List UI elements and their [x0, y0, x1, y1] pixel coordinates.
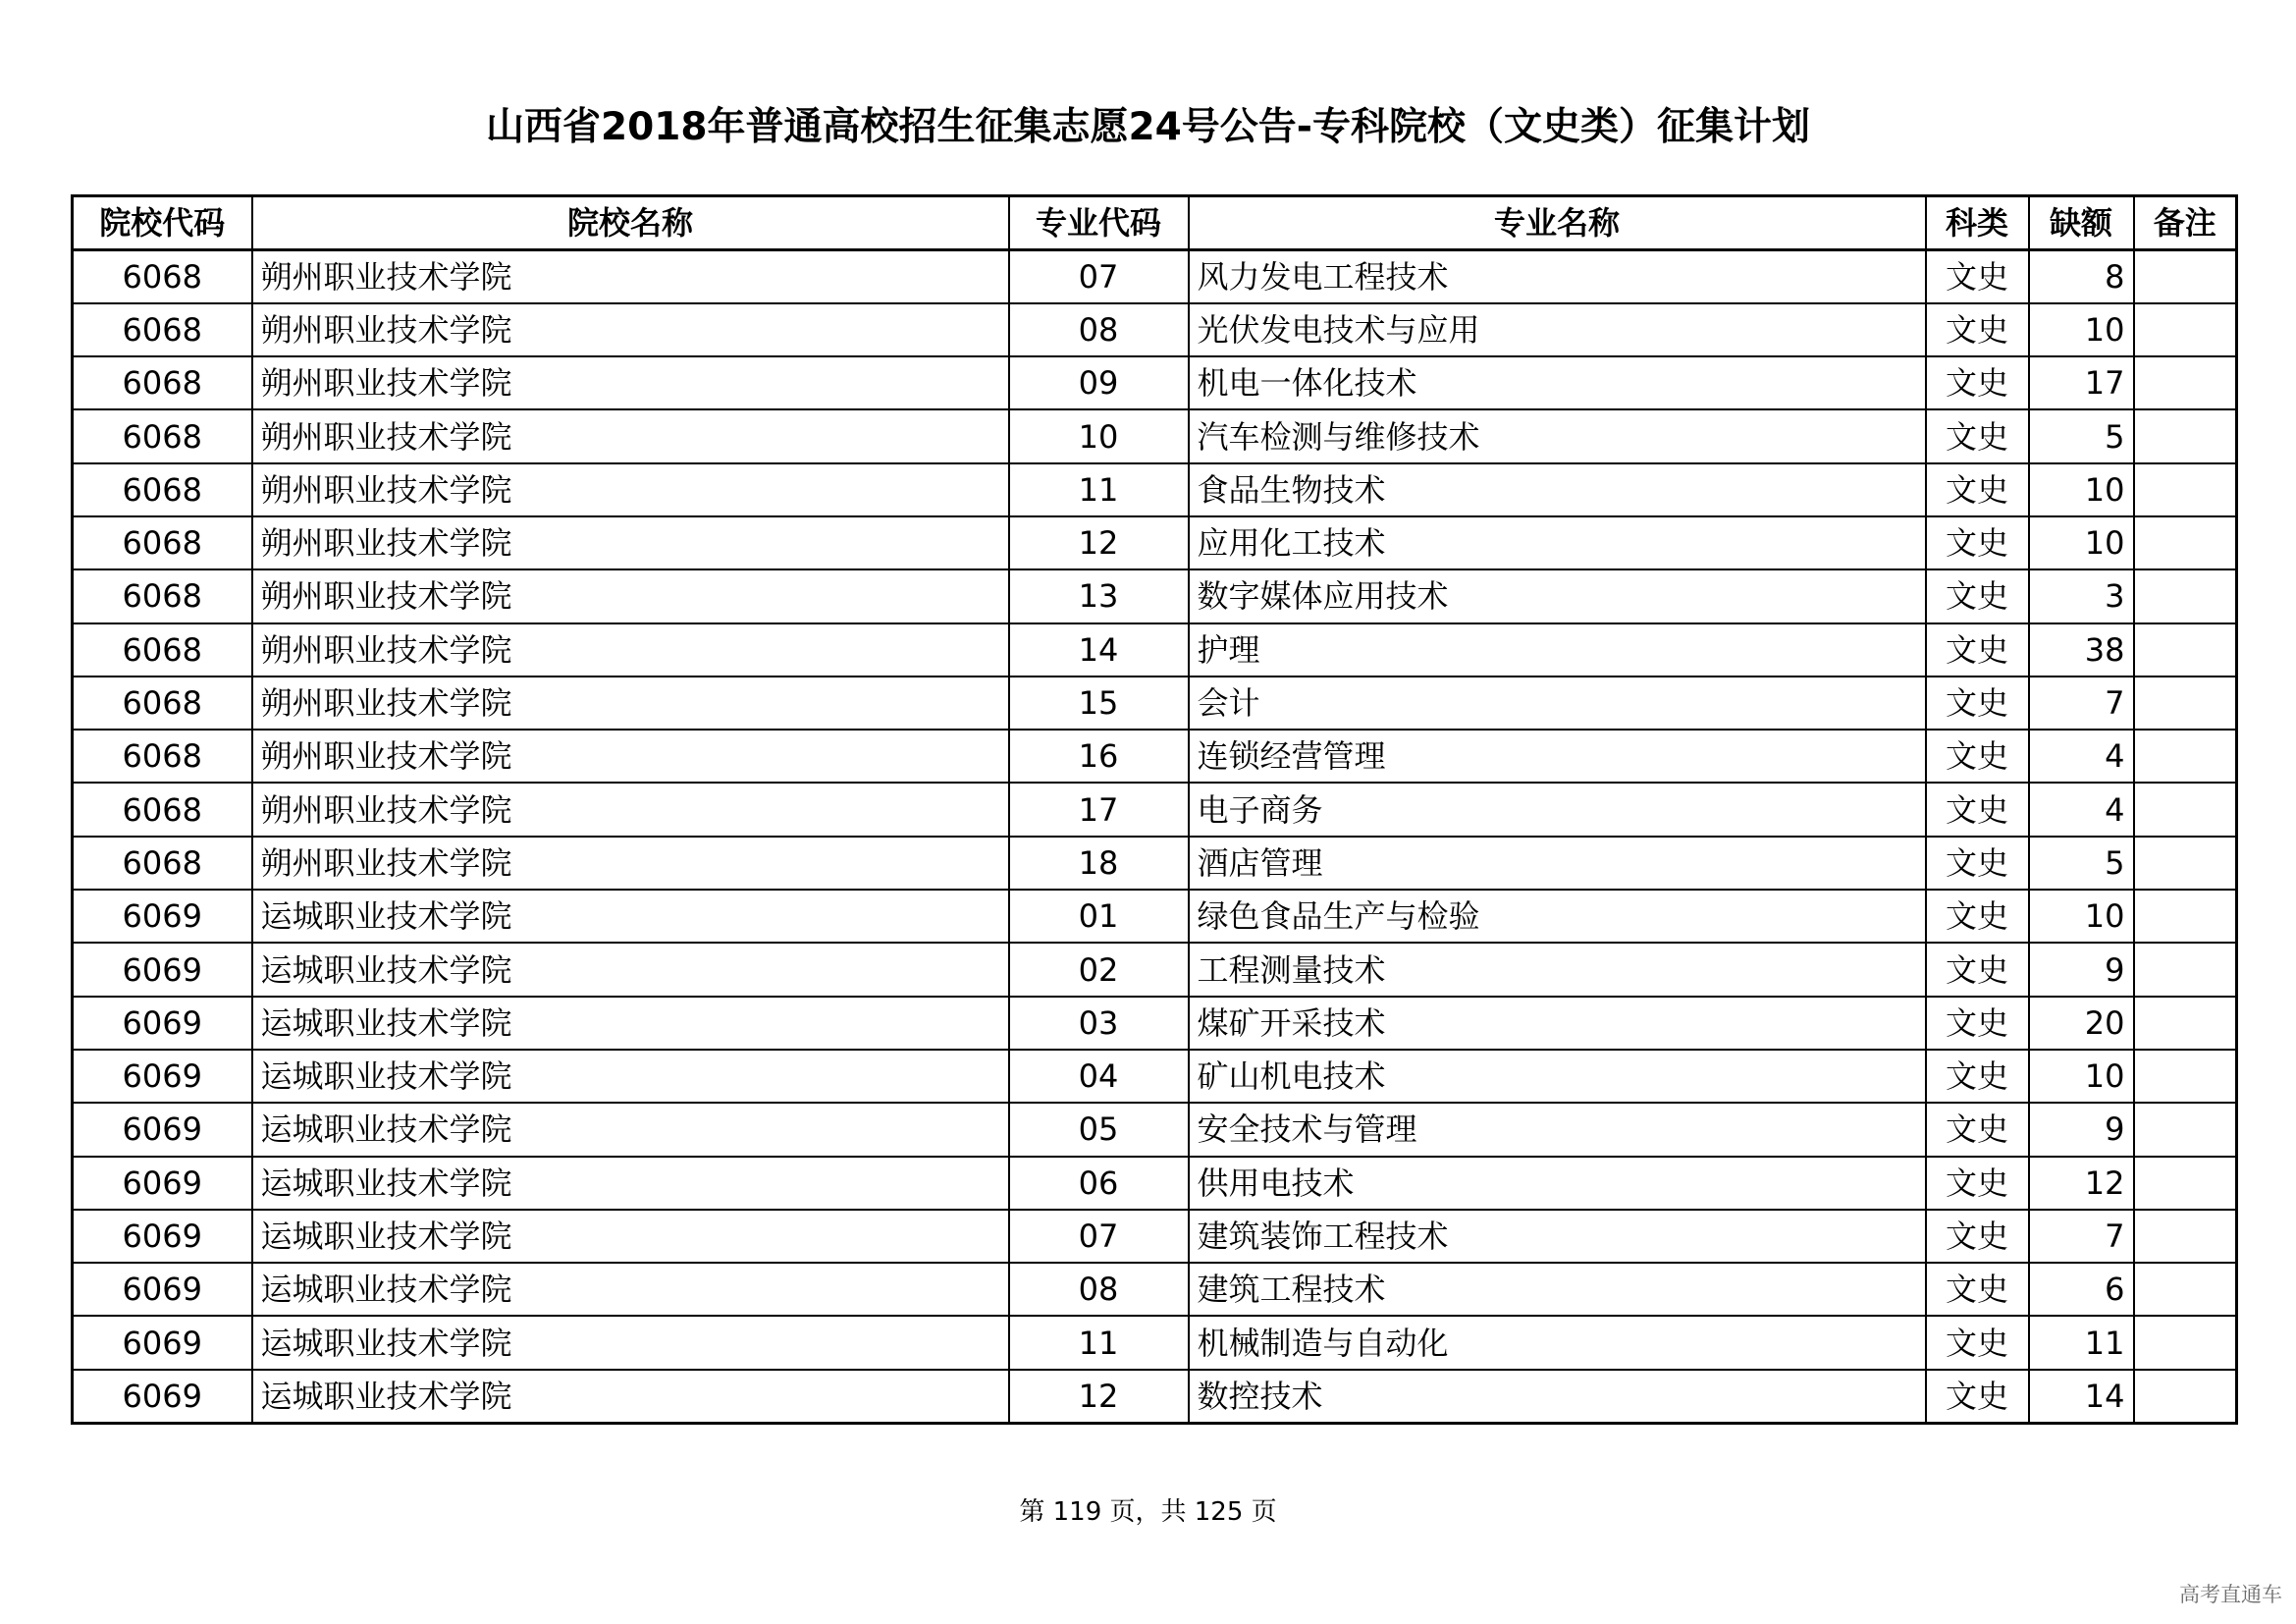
category-cell: 文史: [1926, 677, 2029, 730]
category-cell: 文史: [1926, 623, 2029, 677]
remarks-cell: [2134, 516, 2237, 569]
major-name-cell: 建筑工程技术: [1189, 1263, 1926, 1316]
school-name-cell: 朔州职业技术学院: [252, 356, 1009, 409]
major-name-cell: 连锁经营管理: [1189, 730, 1926, 783]
table-row: [73, 623, 2237, 677]
major-name-cell: 风力发电工程技术: [1189, 250, 1926, 303]
vacancies-cell: 12: [2029, 1157, 2134, 1210]
school-name-cell: 朔州职业技术学院: [252, 730, 1009, 783]
major-code-cell: 15: [1009, 677, 1189, 730]
school-code-cell: 6069: [73, 1157, 252, 1210]
school-name-cell: 运城职业技术学院: [252, 997, 1009, 1050]
remarks-cell: [2134, 890, 2237, 943]
table-row: [73, 943, 2237, 996]
remarks-cell: [2134, 677, 2237, 730]
school-name-cell: 朔州职业技术学院: [252, 837, 1009, 890]
major-code-cell: 12: [1009, 1370, 1189, 1423]
vacancies-cell: 7: [2029, 677, 2134, 730]
vacancies-cell: 9: [2029, 1103, 2134, 1156]
vacancies-cell: 9: [2029, 943, 2134, 996]
major-code-cell: 11: [1009, 463, 1189, 516]
major-name-cell: 绿色食品生产与检验: [1189, 890, 1926, 943]
vacancies-cell: 10: [2029, 516, 2134, 569]
school-name-cell: 朔州职业技术学院: [252, 463, 1009, 516]
school-name-cell: 运城职业技术学院: [252, 1050, 1009, 1103]
category-cell: 文史: [1926, 730, 2029, 783]
remarks-cell: [2134, 623, 2237, 677]
school-code-cell: 6068: [73, 516, 252, 569]
school-code-cell: 6069: [73, 890, 252, 943]
category-cell: 文史: [1926, 890, 2029, 943]
school-name-cell: 运城职业技术学院: [252, 1157, 1009, 1210]
remarks-cell: [2134, 356, 2237, 409]
vacancies-cell: 5: [2029, 837, 2134, 890]
category-cell: 文史: [1926, 1210, 2029, 1263]
school-code-cell: 6069: [73, 1263, 252, 1316]
major-code-cell: 02: [1009, 943, 1189, 996]
major-name-cell: 机械制造与自动化: [1189, 1316, 1926, 1369]
major-name-cell: 供用电技术: [1189, 1157, 1926, 1210]
school-code-cell: 6068: [73, 356, 252, 409]
vacancies-cell: 7: [2029, 1210, 2134, 1263]
remarks-cell: [2134, 303, 2237, 356]
table-row: [73, 569, 2237, 623]
table-row: [73, 1263, 2237, 1316]
table-row: [73, 837, 2237, 890]
school-code-cell: 6068: [73, 783, 252, 836]
school-name-cell: 运城职业技术学院: [252, 1103, 1009, 1156]
vacancies-cell: 8: [2029, 250, 2134, 303]
major-code-cell: 01: [1009, 890, 1189, 943]
remarks-cell: [2134, 1263, 2237, 1316]
school-code-cell: 6068: [73, 569, 252, 623]
major-name-cell: 矿山机电技术: [1189, 1050, 1926, 1103]
major-code-cell: 14: [1009, 623, 1189, 677]
category-cell: 文史: [1926, 409, 2029, 462]
major-code-cell: 04: [1009, 1050, 1189, 1103]
school-name-cell: 运城职业技术学院: [252, 890, 1009, 943]
major-code-cell: 18: [1009, 837, 1189, 890]
vacancies-cell: 5: [2029, 409, 2134, 462]
school-code-cell: 6069: [73, 1370, 252, 1423]
school-code-cell: 6068: [73, 730, 252, 783]
category-cell: 文史: [1926, 356, 2029, 409]
major-code-cell: 17: [1009, 783, 1189, 836]
school-code-cell: 6069: [73, 943, 252, 996]
school-code-cell: 6068: [73, 303, 252, 356]
table-row: [73, 463, 2237, 516]
remarks-cell: [2134, 837, 2237, 890]
vacancies-cell: 10: [2029, 890, 2134, 943]
remarks-cell: [2134, 409, 2237, 462]
school-code-cell: 6068: [73, 623, 252, 677]
category-cell: 文史: [1926, 250, 2029, 303]
school-code-cell: 6068: [73, 409, 252, 462]
major-code-cell: 10: [1009, 409, 1189, 462]
table-row: [73, 783, 2237, 836]
table-row: [73, 997, 2237, 1050]
school-name-cell: 朔州职业技术学院: [252, 409, 1009, 462]
major-code-cell: 09: [1009, 356, 1189, 409]
school-name-cell: 运城职业技术学院: [252, 1263, 1009, 1316]
vacancies-cell: 6: [2029, 1263, 2134, 1316]
table-row: [73, 677, 2237, 730]
remarks-cell: [2134, 1050, 2237, 1103]
school-code-cell: 6069: [73, 997, 252, 1050]
vacancies-cell: 17: [2029, 356, 2134, 409]
category-cell: 文史: [1926, 943, 2029, 996]
table-row: [73, 250, 2237, 303]
major-name-cell: 安全技术与管理: [1189, 1103, 1926, 1156]
remarks-cell: [2134, 943, 2237, 996]
school-name-cell: 朔州职业技术学院: [252, 677, 1009, 730]
category-cell: 文史: [1926, 1157, 2029, 1210]
major-code-cell: 08: [1009, 303, 1189, 356]
enrollment-plan-table: [71, 194, 2238, 1425]
major-name-cell: 护理: [1189, 623, 1926, 677]
school-name-cell: 朔州职业技术学院: [252, 303, 1009, 356]
major-code-cell: 07: [1009, 250, 1189, 303]
school-name-cell: 朔州职业技术学院: [252, 783, 1009, 836]
major-name-cell: 电子商务: [1189, 783, 1926, 836]
major-name-cell: 应用化工技术: [1189, 516, 1926, 569]
major-code-cell: 05: [1009, 1103, 1189, 1156]
school-name-cell: 朔州职业技术学院: [252, 250, 1009, 303]
remarks-cell: [2134, 1103, 2237, 1156]
category-cell: 文史: [1926, 569, 2029, 623]
school-name-cell: 运城职业技术学院: [252, 1316, 1009, 1369]
major-code-cell: 11: [1009, 1316, 1189, 1369]
header-remarks: 备注: [2134, 196, 2237, 250]
major-name-cell: 汽车检测与维修技术: [1189, 409, 1926, 462]
remarks-cell: [2134, 730, 2237, 783]
table-row: [73, 1316, 2237, 1369]
major-name-cell: 数字媒体应用技术: [1189, 569, 1926, 623]
vacancies-cell: 4: [2029, 730, 2134, 783]
category-cell: 文史: [1926, 837, 2029, 890]
school-code-cell: 6068: [73, 463, 252, 516]
school-name-cell: 运城职业技术学院: [252, 1210, 1009, 1263]
remarks-cell: [2134, 1157, 2237, 1210]
table-row: [73, 303, 2237, 356]
vacancies-cell: 14: [2029, 1370, 2134, 1423]
school-code-cell: 6069: [73, 1050, 252, 1103]
table-row: [73, 1210, 2237, 1263]
category-cell: 文史: [1926, 997, 2029, 1050]
category-cell: 文史: [1926, 1103, 2029, 1156]
major-code-cell: 12: [1009, 516, 1189, 569]
header-school-code: 院校代码: [73, 196, 252, 250]
major-name-cell: 光伏发电技术与应用: [1189, 303, 1926, 356]
table-row: [73, 730, 2237, 783]
category-cell: 文史: [1926, 1050, 2029, 1103]
vacancies-cell: 10: [2029, 303, 2134, 356]
major-name-cell: 酒店管理: [1189, 837, 1926, 890]
remarks-cell: [2134, 1316, 2237, 1369]
major-name-cell: 食品生物技术: [1189, 463, 1926, 516]
school-name-cell: 运城职业技术学院: [252, 943, 1009, 996]
category-cell: 文史: [1926, 1263, 2029, 1316]
vacancies-cell: 38: [2029, 623, 2134, 677]
school-code-cell: 6069: [73, 1103, 252, 1156]
major-code-cell: 16: [1009, 730, 1189, 783]
table-row: [73, 1103, 2237, 1156]
header-major-code: 专业代码: [1009, 196, 1189, 250]
vacancies-cell: 20: [2029, 997, 2134, 1050]
major-name-cell: 煤矿开采技术: [1189, 997, 1926, 1050]
remarks-cell: [2134, 783, 2237, 836]
vacancies-cell: 3: [2029, 569, 2134, 623]
major-code-cell: 08: [1009, 1263, 1189, 1316]
vacancies-cell: 4: [2029, 783, 2134, 836]
remarks-cell: [2134, 569, 2237, 623]
header-school-name: 院校名称: [252, 196, 1009, 250]
vacancies-cell: 10: [2029, 463, 2134, 516]
major-name-cell: 建筑装饰工程技术: [1189, 1210, 1926, 1263]
header-vacancies: 缺额: [2029, 196, 2134, 250]
table-row: [73, 1157, 2237, 1210]
header-category: 科类: [1926, 196, 2029, 250]
table-row: [73, 1050, 2237, 1103]
header-row: [73, 196, 2237, 250]
table-row: [73, 890, 2237, 943]
remarks-cell: [2134, 1210, 2237, 1263]
vacancies-cell: 10: [2029, 1050, 2134, 1103]
major-name-cell: 工程测量技术: [1189, 943, 1926, 996]
remarks-cell: [2134, 997, 2237, 1050]
vacancies-cell: 11: [2029, 1316, 2134, 1369]
school-name-cell: 朔州职业技术学院: [252, 623, 1009, 677]
school-code-cell: 6068: [73, 250, 252, 303]
watermark: 高考直通车: [2179, 1583, 2282, 1606]
major-name-cell: 机电一体化技术: [1189, 356, 1926, 409]
remarks-cell: [2134, 250, 2237, 303]
major-name-cell: 数控技术: [1189, 1370, 1926, 1423]
remarks-cell: [2134, 463, 2237, 516]
table-header: [73, 196, 2237, 250]
major-code-cell: 07: [1009, 1210, 1189, 1263]
table-row: [73, 516, 2237, 569]
major-code-cell: 03: [1009, 997, 1189, 1050]
major-name-cell: 会计: [1189, 677, 1926, 730]
category-cell: 文史: [1926, 783, 2029, 836]
table-row: [73, 1370, 2237, 1423]
school-code-cell: 6069: [73, 1316, 252, 1369]
table-row: [73, 356, 2237, 409]
school-name-cell: 朔州职业技术学院: [252, 569, 1009, 623]
major-code-cell: 06: [1009, 1157, 1189, 1210]
school-code-cell: 6068: [73, 837, 252, 890]
table-body: [73, 250, 2237, 1424]
category-cell: 文史: [1926, 1316, 2029, 1369]
category-cell: 文史: [1926, 516, 2029, 569]
school-name-cell: 朔州职业技术学院: [252, 516, 1009, 569]
page-number-footer: 第 119 页，共 125 页: [1019, 1497, 1277, 1527]
school-code-cell: 6069: [73, 1210, 252, 1263]
category-cell: 文史: [1926, 1370, 2029, 1423]
table-row: [73, 409, 2237, 462]
category-cell: 文史: [1926, 463, 2029, 516]
document-title: 山西省2018年普通高校招生征集志愿24号公告-专科院校（文史类）征集计划: [485, 105, 1810, 149]
school-name-cell: 运城职业技术学院: [252, 1370, 1009, 1423]
remarks-cell: [2134, 1370, 2237, 1423]
major-code-cell: 13: [1009, 569, 1189, 623]
category-cell: 文史: [1926, 303, 2029, 356]
school-code-cell: 6068: [73, 677, 252, 730]
header-major-name: 专业名称: [1189, 196, 1926, 250]
